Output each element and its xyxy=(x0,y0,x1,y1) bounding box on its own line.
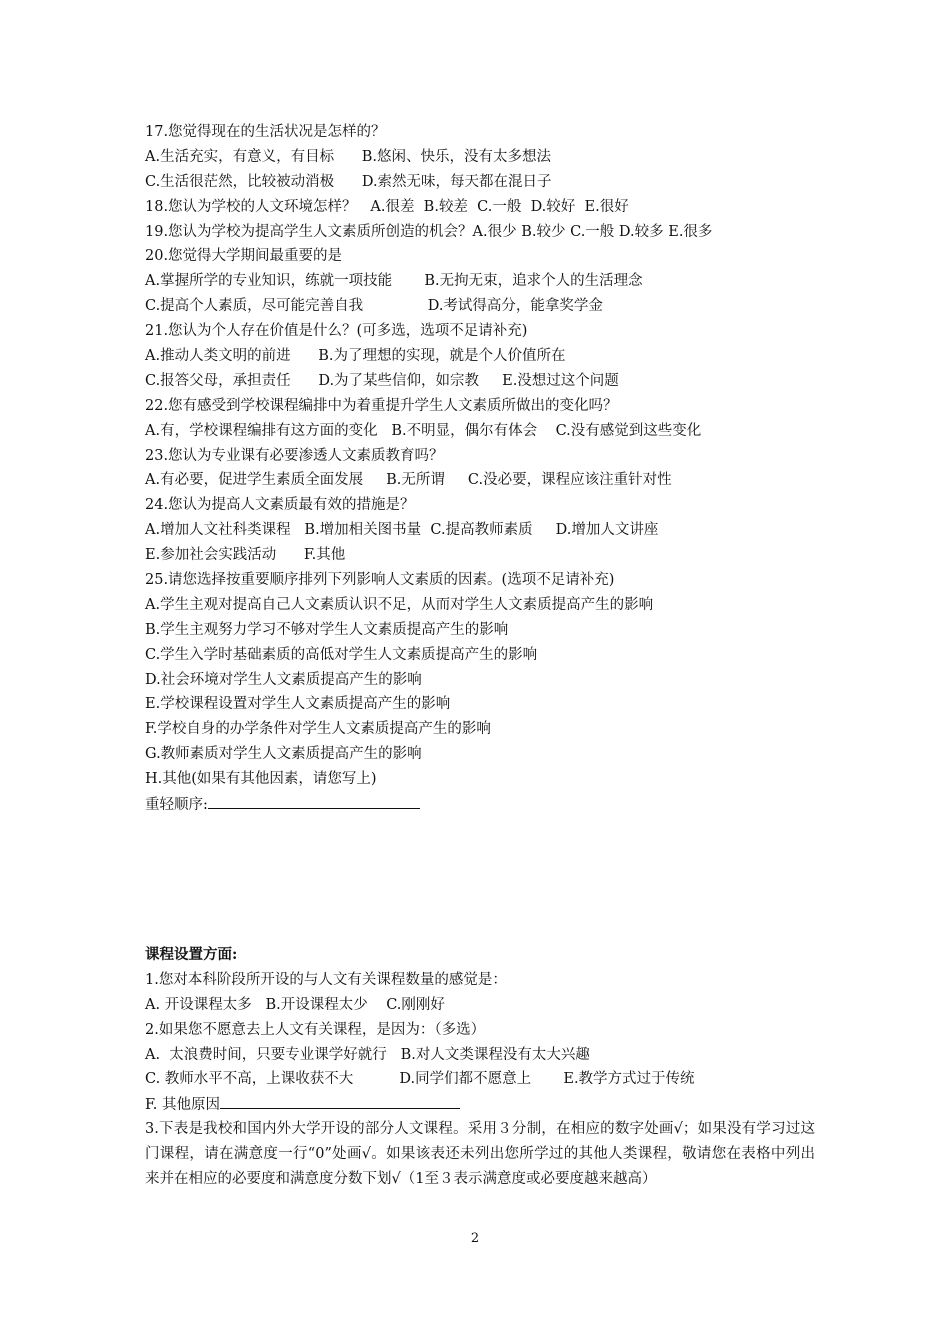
question-line: D.社会环境对学生人文素质提高产生的影响 xyxy=(145,671,422,688)
question-line: 21.您认为个人存在价值是什么？(可多选，选项不足请补充) xyxy=(145,323,528,340)
question-line: 23.您认为专业课有必要渗透人文素质教育吗？ xyxy=(145,447,444,464)
course-questions xyxy=(145,968,815,1092)
course-setting-section xyxy=(145,943,815,1192)
other-reason-blank[interactable] xyxy=(220,1092,460,1109)
question-line: A.掌握所学的专业知识，练就一项技能 B.无拘无束，追求个人的生活理念 xyxy=(145,273,643,290)
question-line: 2.如果您不愿意去上人文有关课程，是因为：（多选） xyxy=(145,1021,486,1038)
question-line: E.参加社会实践活动 F.其他 xyxy=(145,547,346,564)
question-line: 25.请您选择按重要顺序排列下列影响人文素质的因素。(选项不足请补充) xyxy=(145,572,615,589)
question-line: A.学生主观对提高自己人文素质认识不足，从而对学生人文素质提高产生的影响 xyxy=(145,596,654,613)
question-line: C.报答父母，承担责任 D.为了某些信仰，如宗教 E.没想过这个问题 xyxy=(145,372,619,389)
question-line: H.其他(如果有其他因素，请您写上) xyxy=(145,771,377,788)
question-line: 1.您对本科阶段所开设的与人文有关课程数量的感觉是： xyxy=(145,971,507,988)
question-line: A.生活充实，有意义，有目标 B.悠闲、快乐，没有太多想法 xyxy=(145,148,551,165)
questionnaire-section-1 xyxy=(145,120,815,817)
question-line: A.增加人文社科类课程 B.增加相关图书量 C.提高教师素质 D.增加人文讲座 xyxy=(145,522,659,539)
question-line: C.生活很茫然，比较被动消极 D.索然无味，每天都在混日子 xyxy=(145,173,552,190)
question-line: 19.您认为学校为提高学生人文素质所创造的机会？A.很少 B.较少 C.一般 D.较多 E.很多 xyxy=(145,223,713,240)
order-label: 重轻顺序: xyxy=(145,797,208,814)
other-reason-line xyxy=(145,1092,815,1117)
question-line: 20.您觉得大学期间最重要的是 xyxy=(145,248,343,265)
question-line: B.学生主观努力学习不够对学生人文素质提高产生的影响 xyxy=(145,621,509,638)
other-reason-label: F. 其他原因 xyxy=(145,1097,221,1114)
question-line: C. 教师水平不高，上课收获不大 D.同学们都不愿意上 E.教学方式过于传统 xyxy=(145,1071,695,1088)
question-line: 17.您觉得现在的生活状况是怎样的？ xyxy=(145,124,386,140)
order-line xyxy=(145,792,815,817)
section-heading: 课程设置方面: xyxy=(145,946,238,963)
question-3-text: 3.下表是我校和国内外大学开设的部分人文课程。采用３分制，在相应的数字处画√；如果没有学习过这门课程，请在满意度一行“0”处画√。如果该表还未列出您所学过的其他人类课程，敬请您在表格中列出来并在相应的必要度和满意度分数下划√（1至３表示满意度或必要度越来越高） xyxy=(145,1121,815,1188)
order-blank[interactable] xyxy=(208,792,420,809)
question-line: 24.您认为提高人文素质最有效的措施是？ xyxy=(145,497,415,514)
question-line: A. 太浪费时间，只要专业课学好就行 B.对人文类课程没有太大兴趣 xyxy=(145,1046,590,1063)
page-number: 2 xyxy=(470,1231,480,1246)
question-line: 22.您有感受到学校课程编排中为着重提升学生人文素质所做出的变化吗？ xyxy=(145,397,618,414)
question-line: A.推动人类文明的前进 B.为了理想的实现，就是个人价值所在 xyxy=(145,348,566,365)
question-line: A.有，学校课程编排有这方面的变化 B.不明显，偶尔有体会 C.没有感觉到这些变化 xyxy=(145,422,702,439)
question-line: A. 开设课程太多 B.开设课程太少 C.刚刚好 xyxy=(145,996,445,1013)
question-line: E.学校课程设置对学生人文素质提高产生的影响 xyxy=(145,696,451,713)
question-line: C.学生入学时基础素质的高低对学生人文素质提高产生的影响 xyxy=(145,646,538,663)
question-line: F.学校自身的办学条件对学生人文素质提高产生的影响 xyxy=(145,721,491,738)
question-line: G.教师素质对学生人文素质提高产生的影响 xyxy=(145,746,422,763)
question-line: C.提高个人素质，尽可能完善自我 D.考试得高分，能拿奖学金 xyxy=(145,298,603,315)
question-line: 18.您认为学校的人文环境怎样？ A.很差 B.较差 C.一般 D.较好 E.很好 xyxy=(145,198,629,215)
question-line: A.有必要，促进学生素质全面发展 B.无所谓 C.没必要，课程应该注重针对性 xyxy=(145,472,672,489)
